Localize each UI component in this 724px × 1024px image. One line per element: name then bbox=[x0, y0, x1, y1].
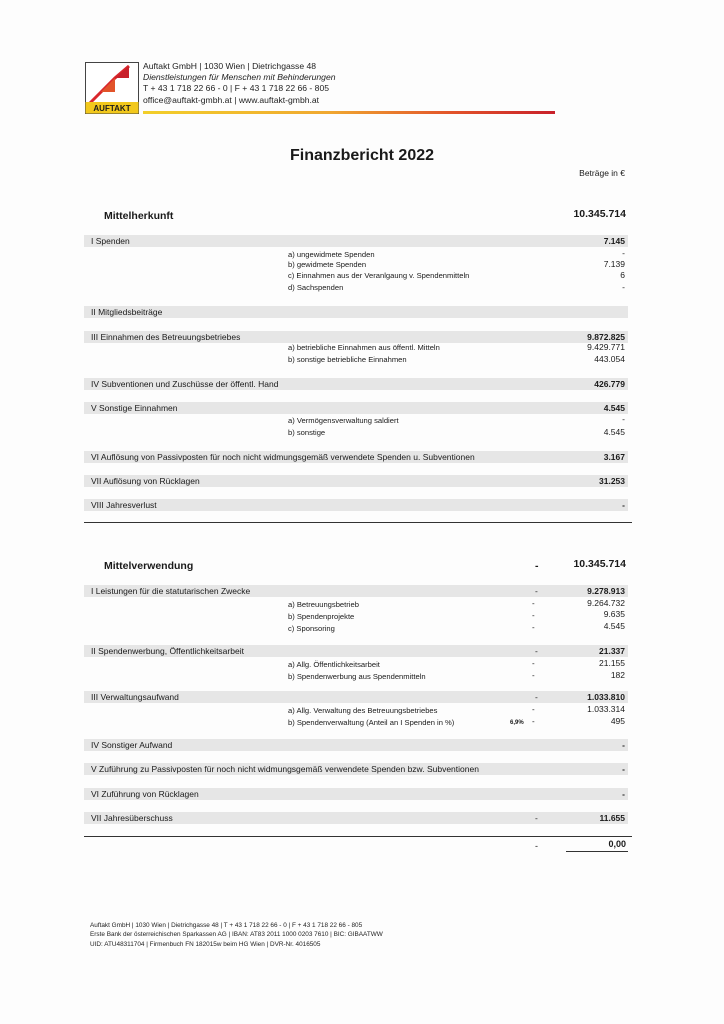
final-underline bbox=[566, 851, 628, 852]
final-value: 0,00 bbox=[608, 839, 626, 849]
sub-value: 7.139 bbox=[603, 259, 625, 269]
row-value: - bbox=[622, 764, 625, 774]
footer-line: UID: ATU48311704 | Firmenbuch FN 182015w beim HG Wien | DVR-Nr. 4016505 bbox=[90, 940, 321, 948]
percent-badge: 6,9% bbox=[510, 720, 524, 726]
row-value: 3.167 bbox=[603, 452, 625, 462]
header-color-bar bbox=[143, 111, 555, 114]
web-line: office@auftakt-gmbh.at | www.auftakt-gmbh.at bbox=[143, 94, 320, 105]
table-row bbox=[84, 402, 628, 414]
sub-value: 1.033.314 bbox=[587, 704, 625, 714]
auftakt-logo bbox=[85, 62, 139, 114]
sub-label: b) sonstige betriebliche Einnahmen bbox=[288, 355, 407, 364]
row-label: V Sonstige Einnahmen bbox=[91, 403, 178, 413]
row-dash: - bbox=[535, 646, 538, 656]
sub-dash: - bbox=[532, 705, 535, 714]
footer-line: Erste Bank der österreichischen Sparkassen AG | IBAN: AT83 2011 1000 0203 7610 | BIC: GIBAATWW bbox=[90, 931, 383, 939]
row-label: II Mitgliedsbeiträge bbox=[91, 307, 163, 317]
sub-label: a) Vermögensverwaltung saldiert bbox=[288, 416, 399, 425]
sub-value: 9.635 bbox=[603, 609, 625, 619]
sub-dash: - bbox=[532, 599, 535, 608]
row-label: VI Zuführung von Rücklagen bbox=[91, 789, 199, 799]
table-row bbox=[84, 739, 628, 751]
sub-dash: - bbox=[532, 671, 535, 680]
sub-value: 9.264.732 bbox=[587, 598, 625, 608]
row-value: 426.779 bbox=[594, 379, 625, 389]
sub-dash: - bbox=[532, 623, 535, 632]
sub-value: 21.155 bbox=[599, 658, 625, 668]
unit-note: Beträge in € bbox=[579, 168, 625, 178]
mittelherkunft-heading: Mittelherkunft bbox=[104, 210, 174, 222]
sub-label: c) Sponsoring bbox=[288, 624, 335, 633]
sub-value: 443.054 bbox=[594, 354, 625, 364]
row-value: - bbox=[622, 789, 625, 799]
phone-line: T + 43 1 718 22 66 - 0 | F + 43 1 718 22 66 - 805 bbox=[143, 83, 330, 94]
row-label: I Spenden bbox=[91, 236, 130, 246]
sub-value: - bbox=[622, 248, 625, 258]
row-label: IV Sonstiger Aufwand bbox=[91, 740, 173, 750]
divider bbox=[84, 836, 632, 837]
table-row bbox=[84, 306, 628, 318]
row-value: 31.253 bbox=[599, 476, 625, 486]
row-label: IV Subventionen und Zuschüsse der öffentl. Hand bbox=[91, 379, 279, 389]
row-value: 9.872.825 bbox=[587, 332, 625, 342]
row-label: VIII Jahresverlust bbox=[91, 500, 157, 510]
sub-value: 182 bbox=[610, 670, 625, 680]
letterhead bbox=[143, 61, 336, 106]
row-value: 7.145 bbox=[603, 236, 625, 246]
row-label: VI Auflösung von Passivposten für noch nicht widmungsgemäß verwendete Spenden u. Subventionen bbox=[91, 452, 475, 462]
row-value: 9.278.913 bbox=[587, 586, 625, 596]
table-row bbox=[84, 475, 628, 487]
divider bbox=[84, 522, 632, 523]
sub-value: 4.545 bbox=[603, 427, 625, 437]
sub-dash: - bbox=[532, 659, 535, 668]
row-label: VII Jahresüberschuss bbox=[91, 813, 173, 823]
sub-value: - bbox=[622, 282, 625, 292]
row-label: VII Auflösung von Rücklagen bbox=[91, 476, 200, 486]
sub-value: 4.545 bbox=[603, 621, 625, 631]
sub-label: a) Allg. Öffentlichkeitsarbeit bbox=[288, 660, 380, 669]
sub-value: 495 bbox=[610, 716, 625, 726]
row-label: V Zuführung zu Passivposten für noch nicht widmungsgemäß verwendete Spenden bzw. Subventionen bbox=[91, 764, 479, 774]
table-row bbox=[84, 788, 628, 800]
page-title: Finanzbericht 2022 bbox=[289, 147, 435, 164]
final-dash: - bbox=[535, 841, 538, 851]
footer-line: Auftakt GmbH | 1030 Wien | Dietrichgasse 48 | T + 43 1 718 22 66 - 0 | F + 43 1 718 22 66 - 805 bbox=[90, 922, 363, 929]
sub-value: 6 bbox=[620, 270, 625, 280]
row-dash: - bbox=[535, 692, 538, 702]
table-row bbox=[84, 378, 628, 390]
row-label: III Verwaltungsaufwand bbox=[91, 692, 179, 702]
sub-label: c) Einnahmen aus der Veranlgaung v. Spendenmitteln bbox=[288, 271, 470, 280]
sub-dash: - bbox=[532, 611, 535, 620]
sub-label: a) Betreuungsbetrieb bbox=[288, 600, 359, 609]
sub-label: b) Spendenprojekte bbox=[288, 612, 355, 621]
table-row bbox=[84, 645, 628, 657]
table-row bbox=[84, 812, 628, 824]
table-row bbox=[84, 763, 628, 775]
company-line: Auftakt GmbH | 1030 Wien | Dietrichgasse 48 bbox=[143, 61, 317, 71]
row-dash: - bbox=[535, 586, 538, 596]
table-row bbox=[84, 691, 628, 703]
sub-dash: - bbox=[532, 717, 535, 726]
table-row bbox=[84, 585, 628, 597]
mittelverwendung-heading: Mittelverwendung bbox=[104, 560, 194, 572]
table-row bbox=[84, 499, 628, 511]
sub-label: b) sonstige bbox=[288, 428, 326, 437]
mittelherkunft-total: 10.345.714 bbox=[573, 208, 626, 220]
row-label: III Einnahmen des Betreuungsbetriebes bbox=[91, 332, 241, 342]
tagline: Dienstleistungen für Menschen mit Behinderungen bbox=[143, 72, 336, 83]
table-row bbox=[84, 451, 628, 463]
sub-value: - bbox=[622, 414, 625, 424]
sub-label: a) Allg. Verwaltung des Betreuungsbetriebes bbox=[288, 706, 438, 715]
footer bbox=[90, 921, 383, 949]
row-dash: - bbox=[535, 813, 538, 823]
mittelverwendung-total-dash: - bbox=[535, 560, 539, 572]
row-label: I Leistungen für die statutarischen Zwecke bbox=[91, 586, 251, 596]
row-value: - bbox=[622, 500, 625, 510]
logo-text: AUFTAKT bbox=[93, 104, 131, 113]
sub-value: 9.429.771 bbox=[587, 342, 625, 352]
sub-label: b) Spendenverwaltung (Anteil an I Spenden in %) bbox=[288, 718, 455, 727]
row-label: II Spendenwerbung, Öffentlichkeitsarbeit bbox=[91, 646, 244, 656]
mittelverwendung-total: 10.345.714 bbox=[573, 558, 626, 570]
row-value: 1.033.810 bbox=[587, 692, 625, 702]
row-value: 11.655 bbox=[599, 813, 625, 823]
table-row bbox=[84, 235, 628, 247]
row-value: 21.337 bbox=[599, 646, 625, 656]
sub-label: b) gewidmete Spenden bbox=[288, 260, 367, 269]
sub-label: a) betriebliche Einnahmen aus öffentl. Mitteln bbox=[288, 343, 440, 352]
sub-label: b) Spendenwerbung aus Spendenmitteln bbox=[288, 672, 426, 681]
row-value: 4.545 bbox=[603, 403, 625, 413]
sub-label: d) Sachspenden bbox=[288, 283, 344, 292]
row-value: - bbox=[622, 740, 625, 750]
sub-label: a) ungewidmete Spenden bbox=[288, 250, 375, 259]
